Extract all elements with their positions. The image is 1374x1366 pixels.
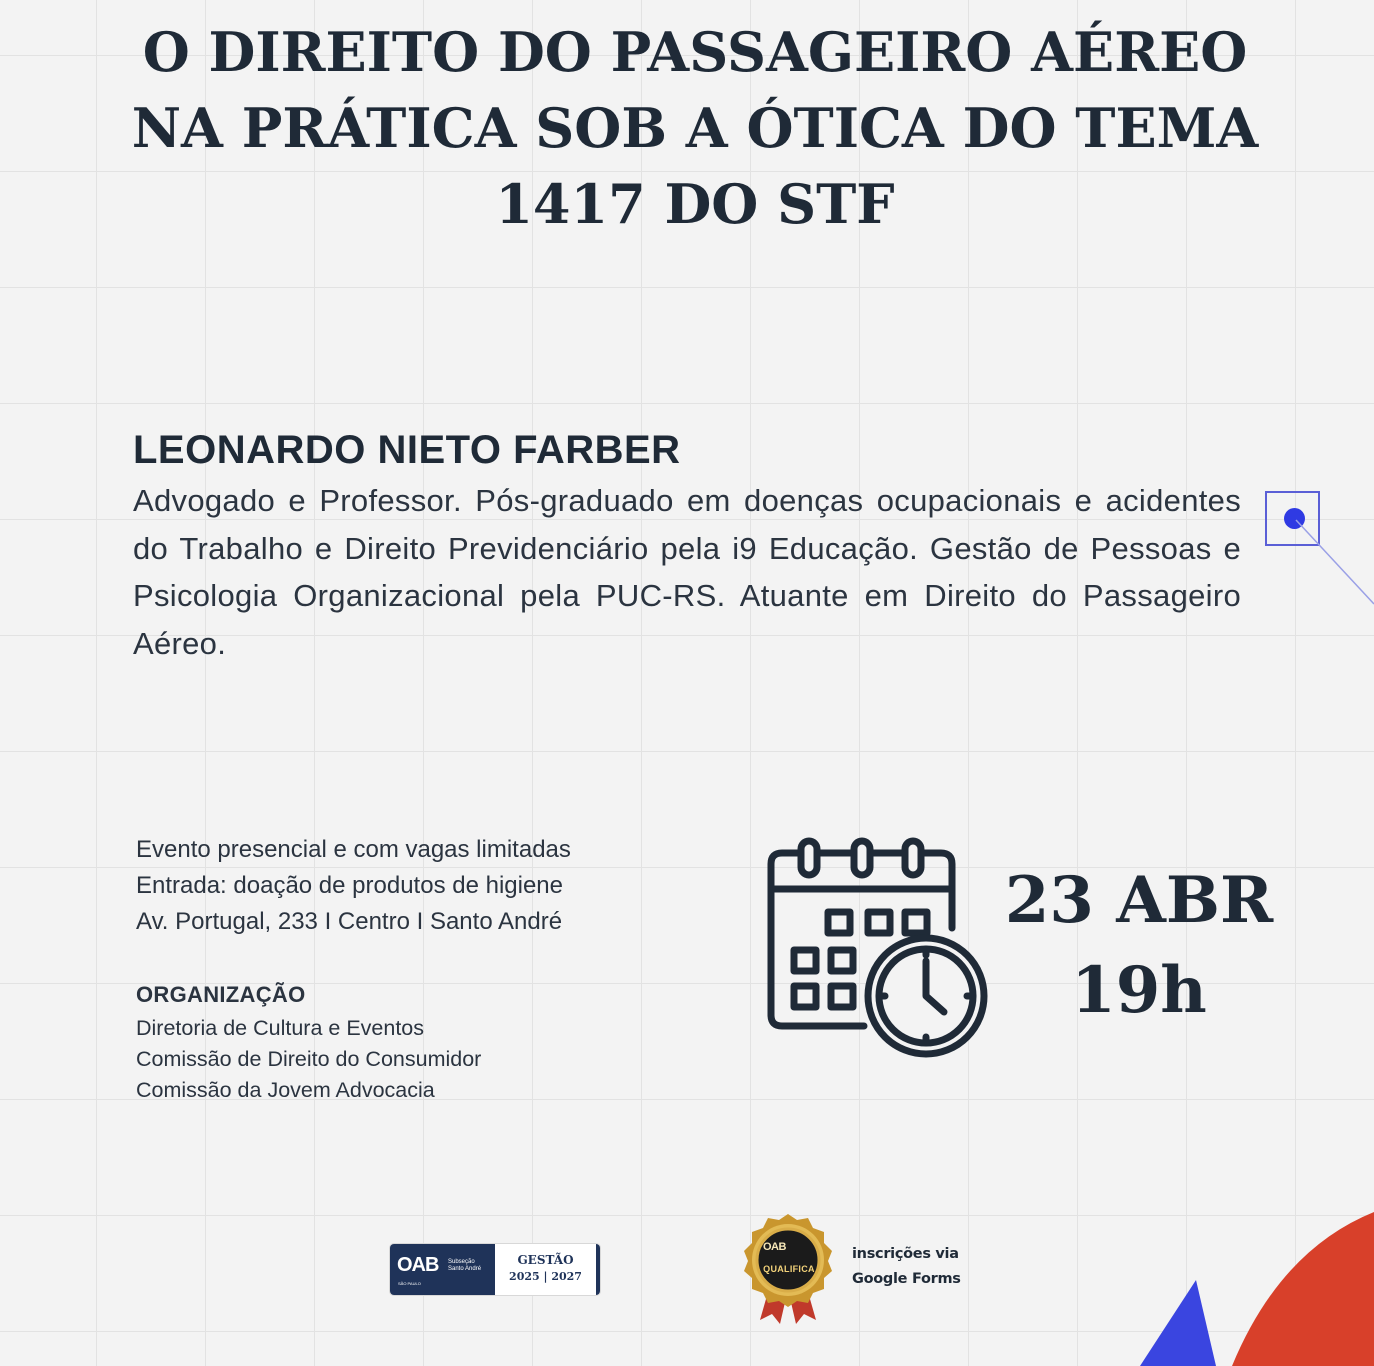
oab-gestao: GESTÃO [517, 1253, 574, 1267]
seal-mark: OAB [763, 1241, 786, 1253]
seal-text: QUALIFICA [763, 1264, 815, 1274]
oab-subsection: Subseção Santo André [448, 1259, 482, 1272]
registration-line-1: inscrições via [852, 1246, 959, 1262]
oab-state: SÃO PAULO [398, 1281, 421, 1286]
speaker-bio: Advogado e Professor. Pós-graduado em doenças ocupacionais e acidentes do Trabalho e Direito Previdenciário pela i9 Educação. Gestão de Pessoas e Psicologia Organizacional pela PUC-RS. Atuante em Direito do Passageiro Aéreo. [133, 483, 1241, 661]
organization-item: Comissão de Direito do Consumidor [136, 1047, 482, 1071]
title-line-1: O DIREITO DO PASSAGEIRO AÉREO [142, 20, 1248, 84]
event-entry: Entrada: doação de produtos de higiene [136, 872, 563, 899]
organization-title: ORGANIZAÇÃO [136, 982, 306, 1007]
event-format: Evento presencial e com vagas limitadas [136, 836, 571, 863]
registration-line-2: Google Forms [852, 1271, 961, 1287]
event-address: Av. Portugal, 233 I Centro I Santo André [136, 908, 563, 935]
speaker-name: LEONARDO NIETO FARBER [133, 428, 681, 472]
event-day: 23 ABR [1004, 863, 1274, 938]
organization-item: Comissão da Jovem Advocacia [136, 1078, 435, 1102]
oab-mark: OAB [397, 1254, 439, 1276]
event-time: 19h [1071, 953, 1207, 1028]
oab-years: 2025 | 2027 [509, 1270, 582, 1283]
title-line-2: NA PRÁTICA SOB A ÓTICA DO TEMA [131, 96, 1259, 160]
title-line-3: 1417 DO STF [495, 172, 895, 236]
organization-item: Diretoria de Cultura e Eventos [136, 1016, 425, 1040]
